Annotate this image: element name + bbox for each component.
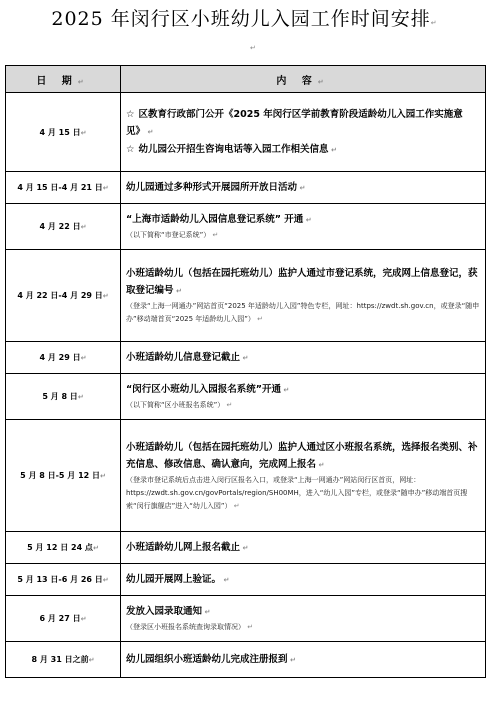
content-column-header: 内 容↵ bbox=[121, 66, 486, 93]
table-row bbox=[6, 532, 486, 564]
schedule-content bbox=[121, 420, 486, 532]
schedule-date: 5 月 8 日↵ bbox=[6, 374, 121, 420]
schedule-content bbox=[121, 342, 486, 374]
schedule-note: （登录市登记系统后点击进入闵行区报名入口，或登录“上海一网通办”网站闵行区首页，网址：https://zwdt.sh.gov.cn/govPortals/region/SH00MH，进入“幼儿入园”专栏，或登录“随申办”移动端首页搜索“闵行旗舰店”进入“幼儿入园”） ↵ bbox=[126, 475, 468, 510]
schedule-date: 4 月 22 日-4 月 29 日↵ bbox=[6, 250, 121, 342]
schedule-content bbox=[121, 642, 486, 678]
schedule-date: 5 月 13 日-6 月 26 日↵ bbox=[6, 564, 121, 596]
schedule-item: “闵行区小班幼儿入园报名系统”开通 ↵ bbox=[126, 384, 290, 395]
table-row bbox=[6, 204, 486, 250]
schedule-item: ☆ 幼儿园公开招生咨询电话等入园工作相关信息 ↵ bbox=[126, 143, 337, 155]
schedule-content bbox=[121, 374, 486, 420]
table-row bbox=[6, 374, 486, 420]
schedule-content bbox=[121, 250, 486, 342]
table-row bbox=[6, 596, 486, 642]
schedule-note: （以下简称“区小班报名系统”） ↵ bbox=[126, 401, 233, 409]
schedule-content bbox=[121, 204, 486, 250]
schedule-item: 幼儿园组织小班适龄幼儿完成注册报到 ↵ bbox=[126, 653, 296, 665]
table-row bbox=[6, 250, 486, 342]
schedule-note: （登录“上海一网通办”网站首页“2025 年适龄幼儿入园”特色专栏，网址：https://zwdt.sh.gov.cn，或登录“随申办”移动端首页“2025 年适龄幼儿入园”） ↵ bbox=[126, 302, 480, 323]
star-icon: ☆ bbox=[126, 108, 135, 120]
schedule-item: 小班适龄幼儿网上报名截止 ↵ bbox=[126, 541, 249, 553]
schedule-item: 幼儿园开展网上验证。 ↵ bbox=[126, 573, 230, 585]
schedule-item: 幼儿园通过多种形式开展园所开放日活动 ↵ bbox=[126, 181, 306, 193]
schedule-date: 8 月 31 日之前↵ bbox=[6, 642, 121, 678]
schedule-note: （以下简称“市登记系统”） ↵ bbox=[126, 231, 219, 239]
date-column-header: 日 期↵ bbox=[6, 66, 121, 93]
schedule-item: “上海市适龄幼儿入园信息登记系统” 开通 ↵ bbox=[126, 214, 312, 225]
schedule-date: 4 月 15 日↵ bbox=[6, 93, 121, 172]
schedule-table bbox=[5, 65, 486, 678]
star-icon: ☆ bbox=[126, 143, 135, 155]
schedule-date: 4 月 22 日↵ bbox=[6, 204, 121, 250]
schedule-date: 5 月 12 日 24 点↵ bbox=[6, 532, 121, 564]
table-row bbox=[6, 642, 486, 678]
schedule-date: 5 月 8 日-5 月 12 日↵ bbox=[6, 420, 121, 532]
schedule-content bbox=[121, 93, 486, 172]
schedule-date: 4 月 29 日↵ bbox=[6, 342, 121, 374]
table-row bbox=[6, 564, 486, 596]
schedule-content bbox=[121, 532, 486, 564]
schedule-date: 4 月 15 日-4 月 21 日↵ bbox=[6, 172, 121, 204]
schedule-content bbox=[121, 596, 486, 642]
schedule-note: （登录区小班报名系统查询录取情况） ↵ bbox=[126, 623, 254, 631]
table-row bbox=[6, 342, 486, 374]
table-row bbox=[6, 172, 486, 204]
schedule-date: 6 月 27 日↵ bbox=[6, 596, 121, 642]
schedule-item: 发放入园录取通知 ↵ bbox=[126, 606, 211, 617]
paragraph-mark-icon: ↵ bbox=[430, 19, 438, 27]
paragraph-mark-icon: ↵ bbox=[250, 44, 256, 52]
table-row bbox=[6, 420, 486, 532]
table-header-row bbox=[6, 66, 486, 93]
schedule-item: 小班适龄幼儿（包括在园托班幼儿）监护人通过区小班报名系统，选择报名类别、补充信息、修改信息、确认意向，完成网上报名 ↵ bbox=[126, 441, 478, 470]
schedule-content bbox=[121, 172, 486, 204]
schedule-content bbox=[121, 564, 486, 596]
page-title: 2025 年闵行区小班幼儿入园工作时间安排↵ bbox=[51, 8, 438, 30]
schedule-item: 小班适龄幼儿信息登记截止 ↵ bbox=[126, 351, 249, 363]
schedule-item: 小班适龄幼儿（包括在园托班幼儿）监护人通过市登记系统，完成网上信息登记，获取登记编号 ↵ bbox=[126, 268, 478, 296]
table-row bbox=[6, 93, 486, 172]
schedule-item: ☆ 区教育行政部门公开《2025 年闵行区学前教育阶段适龄幼儿入园工作实施意见》 ↵ bbox=[126, 108, 463, 137]
